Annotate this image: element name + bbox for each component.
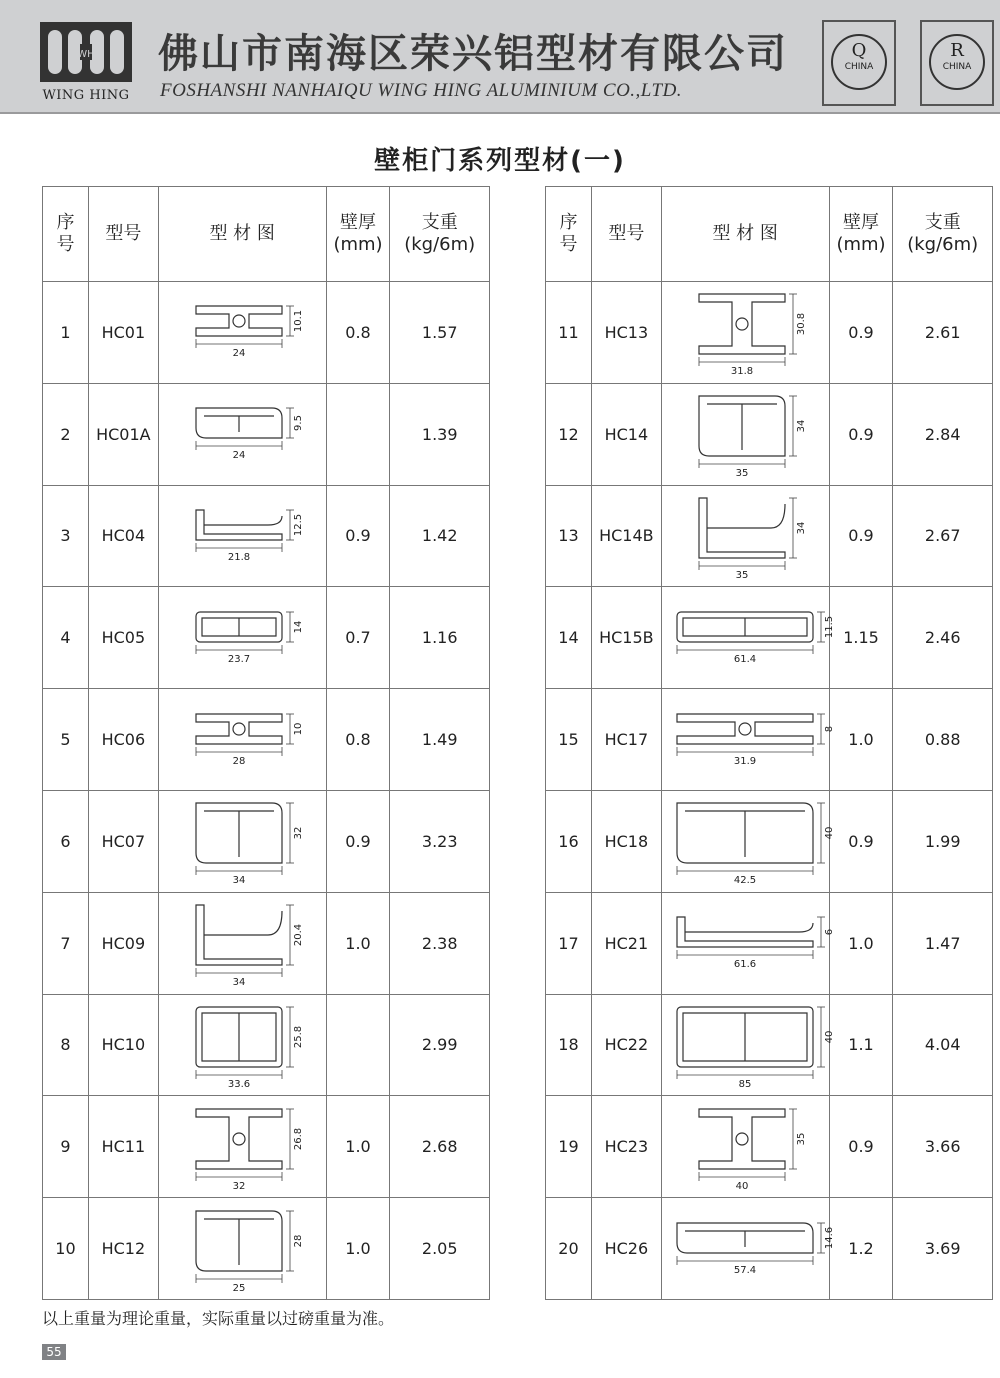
seq-cell: 20 — [546, 1198, 592, 1300]
profile-row — [43, 383, 490, 485]
dimension-lines — [196, 905, 294, 977]
profile-row — [546, 1096, 993, 1198]
dimension-height-label: 35 — [796, 1132, 808, 1146]
dimension-height-label: 10.1 — [293, 310, 305, 333]
weight-cell: 0.88 — [893, 689, 993, 791]
dimension-height-label: 14 — [293, 620, 305, 634]
model-cell: HC07 — [88, 790, 158, 892]
seq-cell: 14 — [546, 587, 592, 689]
dimension-lines — [196, 408, 294, 450]
thickness-cell: 0.9 — [829, 282, 893, 384]
wing-hing-logo — [40, 22, 132, 82]
col-model: 型号 — [88, 187, 158, 282]
profile-cross-section — [162, 590, 322, 686]
seq-cell: 17 — [546, 892, 592, 994]
profile-cross-section — [665, 1099, 825, 1195]
dimension-width-label: 35 — [735, 569, 749, 581]
dimension-width-label: 35 — [735, 468, 749, 480]
thickness-cell: 0.9 — [829, 485, 893, 587]
seq-cell: 4 — [43, 587, 89, 689]
col-weight: 支重 (kg/6m) — [893, 187, 993, 282]
dimension-lines — [196, 1007, 294, 1079]
col-model: 型号 — [591, 187, 661, 282]
profile-drawing — [158, 994, 326, 1096]
profile-row — [546, 383, 993, 485]
profile-cross-section — [162, 895, 322, 991]
thickness-cell: 1.0 — [829, 892, 893, 994]
dimension-height-label: 30.8 — [796, 313, 808, 336]
seq-cell: 9 — [43, 1096, 89, 1198]
profile-outline — [699, 294, 785, 354]
profile-row — [546, 282, 993, 384]
profile-drawing — [158, 1198, 326, 1300]
weight-cell: 3.69 — [893, 1198, 993, 1300]
model-cell: HC11 — [88, 1096, 158, 1198]
thickness-cell: 0.9 — [829, 790, 893, 892]
thickness-cell: 1.0 — [829, 689, 893, 791]
weight-cell: 1.57 — [390, 282, 490, 384]
weight-cell: 3.23 — [390, 790, 490, 892]
dimension-lines — [196, 803, 294, 875]
profile-outline — [196, 612, 282, 642]
profile-cross-section — [665, 590, 836, 686]
profile-outline — [196, 408, 282, 438]
dimension-width-label: 31.9 — [734, 755, 757, 767]
dimension-lines — [196, 1109, 294, 1181]
profile-outline — [196, 1211, 282, 1271]
profile-outline — [677, 714, 813, 744]
profile-drawing — [661, 282, 829, 384]
thickness-cell: 1.0 — [326, 1198, 390, 1300]
weight-cell: 2.84 — [893, 383, 993, 485]
col-seq: 序号 — [546, 187, 592, 282]
profile-drawing — [661, 1096, 829, 1198]
profile-drawing — [158, 485, 326, 587]
profile-row — [43, 1096, 490, 1198]
dimension-height-label: 9.5 — [293, 415, 305, 432]
profile-drawing — [661, 383, 829, 485]
model-cell: HC14B — [591, 485, 661, 587]
col-thickness: 壁厚 (mm) — [326, 187, 390, 282]
dimension-width-label: 25 — [232, 1282, 246, 1294]
profile-cross-section — [665, 488, 825, 584]
profile-cross-section — [162, 692, 322, 788]
dimension-width-label: 42.5 — [734, 875, 757, 887]
dimension-width-label: 28 — [232, 755, 246, 767]
seq-cell: 12 — [546, 383, 592, 485]
profile-cross-section — [162, 386, 322, 482]
model-cell: HC10 — [88, 994, 158, 1096]
weight-cell: 1.47 — [893, 892, 993, 994]
profile-table-left — [42, 186, 490, 1300]
model-cell: HC23 — [591, 1096, 661, 1198]
profile-outline — [699, 1109, 785, 1169]
profile-cross-section — [665, 284, 825, 380]
profile-cross-section — [665, 895, 836, 991]
profile-row — [43, 892, 490, 994]
seq-cell: 16 — [546, 790, 592, 892]
page-title: 壁柜门系列型材(一) — [374, 146, 626, 176]
table-header-row — [546, 187, 993, 282]
profile-outline — [677, 803, 813, 863]
dimension-width-label: 61.6 — [734, 959, 757, 971]
seq-cell: 10 — [43, 1198, 89, 1300]
model-cell: HC22 — [591, 994, 661, 1096]
weight-cell: 2.46 — [893, 587, 993, 689]
dimension-lines — [699, 294, 797, 366]
model-cell: HC21 — [591, 892, 661, 994]
dimension-height-label: 34 — [796, 419, 808, 433]
seq-cell: 5 — [43, 689, 89, 791]
dimension-width-label: 57.4 — [734, 1264, 757, 1276]
dimension-height-label: 6 — [824, 928, 836, 936]
dimension-lines — [196, 306, 294, 348]
dimension-width-label: 24 — [232, 348, 246, 360]
profile-drawing — [158, 383, 326, 485]
profile-cross-section — [665, 793, 836, 889]
profile-row — [43, 994, 490, 1096]
seq-cell: 15 — [546, 689, 592, 791]
logo-text: WING HING — [42, 88, 130, 103]
profile-cross-section — [665, 1201, 836, 1297]
thickness-cell: 0.9 — [829, 1096, 893, 1198]
dimension-height-label: 40 — [824, 1030, 836, 1044]
dimension-lines — [699, 1109, 797, 1181]
profile-outline — [699, 498, 785, 558]
dimension-height-label: 8 — [824, 725, 836, 732]
weight-cell: 2.99 — [390, 994, 490, 1096]
dimension-height-label: 25.8 — [293, 1025, 305, 1049]
profile-drawing — [661, 892, 836, 994]
profile-row — [546, 790, 993, 892]
profile-drawing — [158, 1096, 326, 1198]
seq-cell: 3 — [43, 485, 89, 587]
dimension-height-label: 34 — [796, 521, 808, 535]
profile-drawing — [661, 790, 836, 892]
dimension-width-label: 33.6 — [228, 1078, 251, 1090]
profile-cross-section — [665, 386, 825, 482]
profile-outline — [699, 396, 785, 456]
seq-cell: 18 — [546, 994, 592, 1096]
profile-drawing — [158, 689, 326, 791]
weight-cell: 3.66 — [893, 1096, 993, 1198]
profile-drawing — [158, 892, 326, 994]
weight-cell: 1.42 — [390, 485, 490, 587]
seq-cell: 11 — [546, 282, 592, 384]
profile-drawing — [158, 790, 326, 892]
thickness-cell — [326, 994, 390, 1096]
seq-cell: 2 — [43, 383, 89, 485]
thickness-cell: 0.9 — [326, 790, 390, 892]
dimension-width-label: 34 — [232, 875, 246, 887]
company-name-english: FOSHANSHI NANHAIQU WING HING ALUMINIUM CO.,LTD. — [160, 80, 683, 101]
col-seq: 序号 — [43, 187, 89, 282]
thickness-cell: 0.9 — [326, 485, 390, 587]
profile-table-right — [545, 186, 993, 1300]
profile-cross-section — [162, 997, 322, 1093]
profile-outline — [196, 714, 282, 744]
seq-cell: 6 — [43, 790, 89, 892]
profile-drawing — [661, 587, 836, 689]
dimension-width-label: 61.4 — [734, 653, 757, 665]
page-number: 55 — [42, 1344, 66, 1360]
seq-cell: 19 — [546, 1096, 592, 1198]
dimension-width-label: 24 — [232, 450, 246, 462]
weight-cell: 1.99 — [893, 790, 993, 892]
profile-cross-section — [665, 997, 836, 1093]
model-cell: HC18 — [591, 790, 661, 892]
dimension-lines — [699, 396, 797, 468]
col-drawing: 型 材 图 — [661, 187, 829, 282]
seq-cell: 7 — [43, 892, 89, 994]
profile-row — [546, 994, 993, 1096]
profile-row — [546, 1198, 993, 1300]
profile-drawing — [661, 689, 836, 791]
dimension-lines — [196, 1211, 294, 1283]
profile-drawing — [158, 587, 326, 689]
seq-cell: 8 — [43, 994, 89, 1096]
thickness-cell: 0.9 — [829, 383, 893, 485]
profile-drawing — [158, 282, 326, 384]
model-cell: HC26 — [591, 1198, 661, 1300]
dimension-width-label: 85 — [738, 1078, 752, 1090]
dimension-lines — [699, 498, 797, 570]
dimension-height-label: 32 — [293, 827, 305, 840]
dimension-lines — [677, 1223, 825, 1265]
profile-outline — [196, 803, 282, 863]
profile-outline — [196, 1007, 282, 1067]
dimension-height-label: 10 — [293, 722, 305, 735]
model-cell: HC01A — [88, 383, 158, 485]
thickness-cell: 0.8 — [326, 282, 390, 384]
dimension-width-label: 34 — [232, 977, 246, 989]
weight-cell: 2.61 — [893, 282, 993, 384]
thickness-cell: 0.8 — [326, 689, 390, 791]
weight-cell: 2.05 — [390, 1198, 490, 1300]
profile-outline — [196, 510, 282, 540]
table-header-row — [43, 187, 490, 282]
profile-row — [43, 1198, 490, 1300]
dimension-width-label: 21.8 — [228, 551, 251, 563]
profile-drawing — [661, 1198, 836, 1300]
col-weight: 支重 (kg/6m) — [390, 187, 490, 282]
dimension-width-label: 23.7 — [228, 653, 251, 665]
quality-badge-q: Q CHINA — [822, 20, 896, 106]
col-drawing: 型 材 图 — [158, 187, 326, 282]
dimension-height-label: 11.5 — [824, 615, 836, 638]
profile-row — [546, 689, 993, 791]
weight-cell: 4.04 — [893, 994, 993, 1096]
profile-outline — [677, 612, 813, 642]
model-cell: HC14 — [591, 383, 661, 485]
profile-row — [43, 790, 490, 892]
model-cell: HC13 — [591, 282, 661, 384]
dimension-lines — [196, 714, 294, 756]
model-cell: HC06 — [88, 689, 158, 791]
dimension-height-label: 28 — [293, 1234, 305, 1247]
profile-cross-section — [162, 284, 322, 380]
profile-drawing — [661, 485, 829, 587]
model-cell: HC12 — [88, 1198, 158, 1300]
thickness-cell — [326, 383, 390, 485]
profile-cross-section — [162, 1099, 322, 1195]
dimension-width-label: 40 — [735, 1180, 749, 1192]
logo-mark: WH — [77, 49, 95, 60]
profile-outline — [196, 905, 282, 965]
model-cell: HC05 — [88, 587, 158, 689]
dimension-lines — [677, 714, 825, 756]
profile-row — [43, 282, 490, 384]
dimension-lines — [677, 803, 825, 875]
model-cell: HC15B — [591, 587, 661, 689]
model-cell: HC09 — [88, 892, 158, 994]
weight-cell: 1.39 — [390, 383, 490, 485]
weight-cell: 2.68 — [390, 1096, 490, 1198]
weight-cell: 2.67 — [893, 485, 993, 587]
dimension-height-label: 26.8 — [293, 1127, 305, 1150]
model-cell: HC01 — [88, 282, 158, 384]
footnote: 以上重量为理论重量，实际重量以过磅重量为准。 — [42, 1309, 395, 1328]
thickness-cell: 1.15 — [829, 587, 893, 689]
thickness-cell: 0.7 — [326, 587, 390, 689]
col-thickness: 壁厚 (mm) — [829, 187, 893, 282]
company-name-chinese: 佛山市南海区荣兴铝型材有限公司 — [158, 30, 788, 77]
profile-outline — [677, 917, 813, 947]
profile-row — [43, 587, 490, 689]
profile-cross-section — [162, 1201, 322, 1297]
profile-outline — [677, 1007, 813, 1067]
model-cell: HC17 — [591, 689, 661, 791]
dimension-height-label: 14.6 — [824, 1226, 836, 1249]
dimension-lines — [677, 1007, 825, 1079]
profile-cross-section — [162, 793, 322, 889]
dimension-width-label: 32 — [232, 1180, 246, 1192]
profile-row — [546, 587, 993, 689]
thickness-cell: 1.2 — [829, 1198, 893, 1300]
weight-cell: 1.16 — [390, 587, 490, 689]
seq-cell: 1 — [43, 282, 89, 384]
profile-row — [43, 485, 490, 587]
dimension-width-label: 31.8 — [731, 366, 754, 378]
dimension-height-label: 12.5 — [293, 513, 305, 537]
thickness-cell: 1.0 — [326, 892, 390, 994]
weight-cell: 1.49 — [390, 689, 490, 791]
seq-cell: 13 — [546, 485, 592, 587]
weight-cell: 2.38 — [390, 892, 490, 994]
thickness-cell: 1.1 — [829, 994, 893, 1096]
page-header — [0, 0, 1000, 114]
profile-outline — [196, 306, 282, 336]
profile-row — [546, 485, 993, 587]
profile-row — [546, 892, 993, 994]
profile-outline — [677, 1223, 813, 1253]
dimension-height-label: 40 — [824, 827, 836, 840]
thickness-cell: 1.0 — [326, 1096, 390, 1198]
dimension-lines — [677, 917, 825, 959]
profile-drawing — [661, 994, 836, 1096]
model-cell: HC04 — [88, 485, 158, 587]
profile-row — [43, 689, 490, 791]
dimension-height-label: 20.4 — [293, 924, 305, 947]
profile-cross-section — [162, 488, 322, 584]
profile-cross-section — [665, 692, 836, 788]
profile-outline — [196, 1109, 282, 1169]
quality-badge-r: R CHINA — [920, 20, 994, 106]
dimension-lines — [196, 510, 294, 552]
